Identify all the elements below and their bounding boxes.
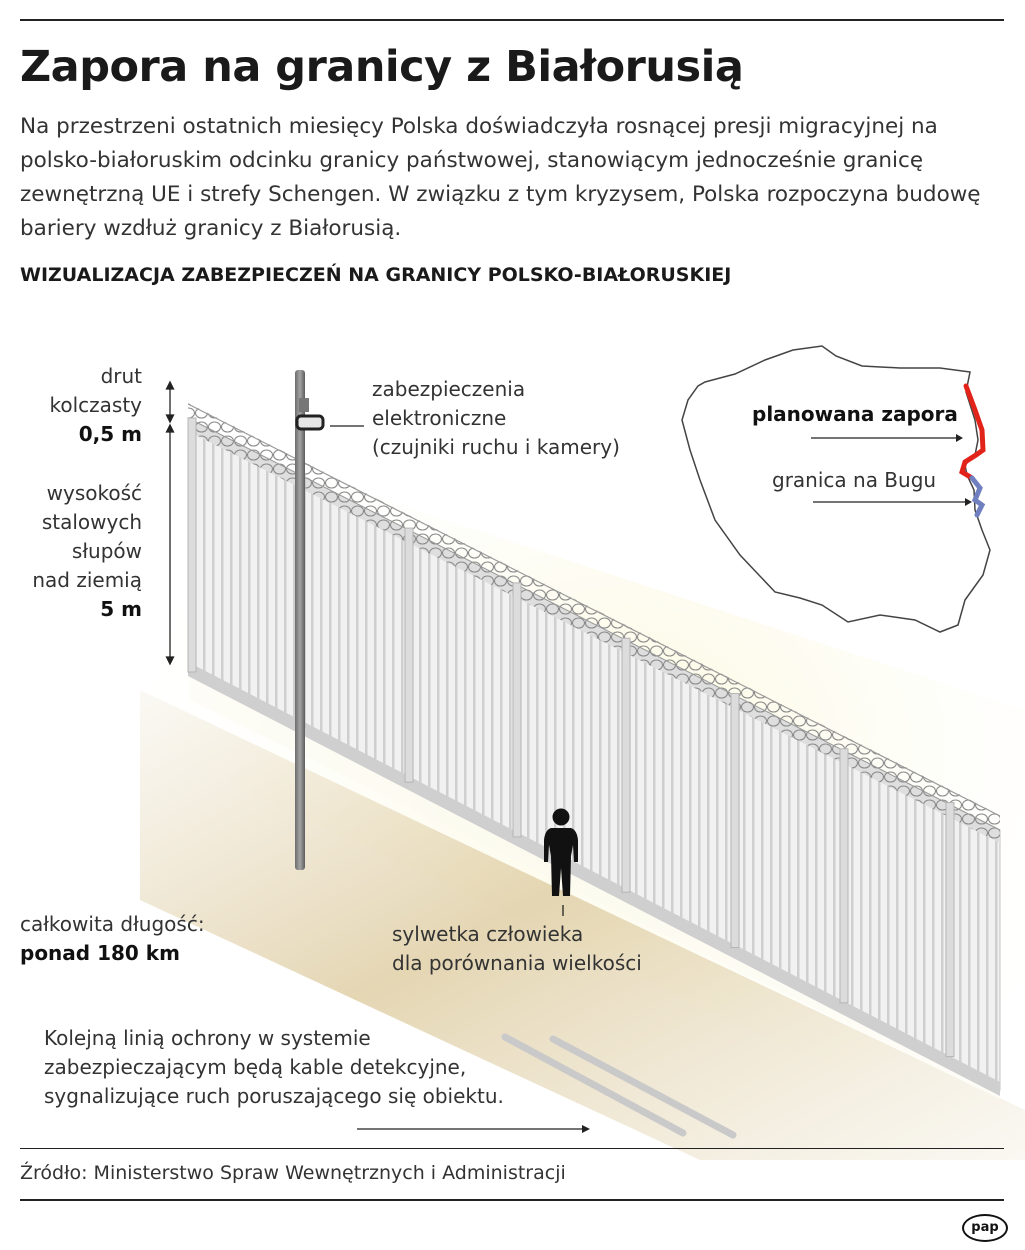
source-note: Źródło: Ministerstwo Spraw Wewnętrznych i Administracji bbox=[20, 1162, 566, 1184]
section-subtitle: WIZUALIZACJA ZABEZPIECZEŃ NA GRANICY POLSKO-BIAŁORUSKIEJ bbox=[20, 264, 732, 286]
cables-line3: sygnalizujące ruch poruszającego się obiektu. bbox=[44, 1084, 504, 1108]
electronic-line1: zabezpieczenia bbox=[372, 377, 526, 401]
post-height-line1: wysokość bbox=[46, 481, 142, 505]
person-line2: dla porównania wielkości bbox=[392, 951, 642, 975]
detection-cables-label bbox=[44, 1024, 514, 1111]
map-planned-label: planowana zapora bbox=[752, 402, 958, 426]
cables-line2: zabezpieczającym będą kable detekcyjne, bbox=[44, 1055, 467, 1079]
cables-arrow bbox=[357, 1125, 590, 1133]
total-length-label bbox=[20, 910, 250, 968]
total-length-caption: całkowita długość: bbox=[20, 912, 205, 936]
bottom-rule bbox=[20, 1199, 1004, 1201]
electronic-line2: elektroniczne bbox=[372, 406, 507, 430]
pap-logo: pap bbox=[962, 1214, 1008, 1242]
page-title: Zapora na granicy z Białorusią bbox=[20, 42, 744, 92]
total-length-value: ponad 180 km bbox=[20, 941, 180, 965]
fence-post bbox=[731, 694, 739, 948]
person-label bbox=[392, 920, 672, 978]
intro-paragraph: Na przestrzeni ostatnich miesięcy Polska doświadczyła rosnącej presji migracyjnej na polsko-białoruskim odcinku granicy państwowej, stanowiącym jednocześnie granicę zewnętrzną UE i strefy Schengen. W związku z tym kryzysem, Polska rozpoczyna budowę bariery wzdłuż granicy z Białorusią. bbox=[20, 114, 981, 241]
post-height-line3: słupów bbox=[71, 539, 142, 563]
cables-line1: Kolejną linią ochrony w systemie bbox=[44, 1026, 371, 1050]
post-height-label bbox=[10, 479, 142, 624]
map-bug-label: granica na Bugu bbox=[772, 468, 937, 492]
barbed-wire-line1: drut bbox=[100, 364, 142, 388]
post-height-line2: stalowych bbox=[41, 510, 142, 534]
post-height-line4: nad ziemią bbox=[32, 568, 142, 592]
barbed-wire-value: 0,5 m bbox=[78, 422, 142, 446]
fence-post bbox=[405, 528, 413, 782]
top-rule bbox=[20, 19, 1004, 21]
camera-icon bbox=[297, 416, 323, 429]
fence-post bbox=[622, 638, 630, 892]
fence-post bbox=[840, 749, 848, 1003]
barbed-wire-label bbox=[20, 362, 142, 449]
bottom-rule-top bbox=[20, 1148, 1004, 1149]
electronic-line3: (czujniki ruchu i kamery) bbox=[372, 435, 620, 459]
fence-post bbox=[946, 803, 954, 1057]
electronic-security-label bbox=[372, 375, 642, 462]
person-line1: sylwetka człowieka bbox=[392, 922, 584, 946]
fence-post bbox=[188, 418, 196, 672]
post-height-value: 5 m bbox=[100, 597, 142, 621]
barbed-wire-line2: kolczasty bbox=[49, 393, 142, 417]
fence-post bbox=[513, 583, 521, 837]
